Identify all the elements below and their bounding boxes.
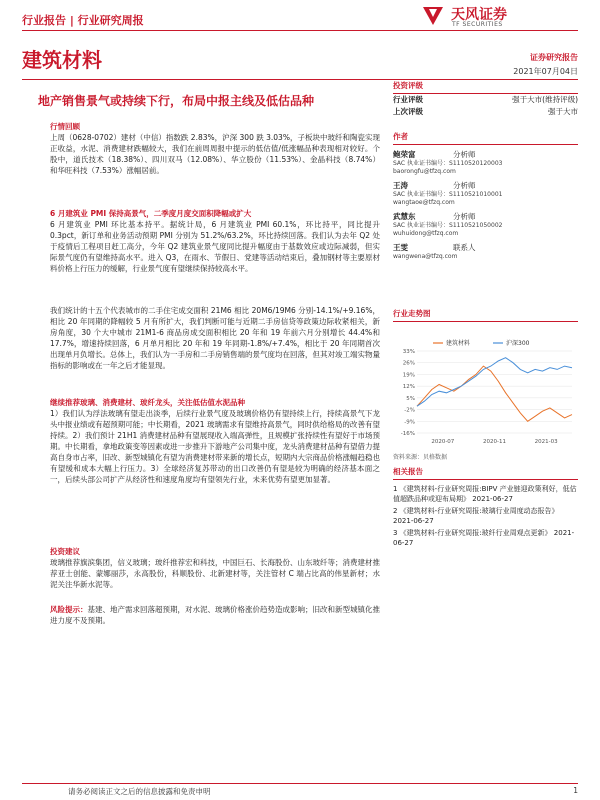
author-role: 分析师 [453,181,476,190]
rating-title: 投资评级 [393,80,578,94]
author-email[interactable]: wuhuidong@tfzq.com [393,230,459,237]
report-type: 证券研究报告 [530,53,578,62]
authors-title: 作者 [393,131,578,145]
section-paragraph: 6 月建筑业 PMI 环比基本持平。据统计局，6 月建筑业 PMI 60.1%，环比持平，同比提升 0.3pct，新订单和业务活动预期 PMI 分别为 51.2%/63.2%，环比持续回落。我们认为去年 Q2 处于疫情后工程项目赶工高分，今年 Q2 建筑业景气度同比提升幅度由于基数效应或边际减弱，但实际景气度仍有望维持高水平。进入 Q3，在雨水、节假日、党建等活动结束后，叠加钢材等主要原材料价格上行压力的缓解，行业景气度有望继续保持较高水平。 [50,220,380,273]
section-pmi [50,208,380,274]
author-entry [393,181,578,207]
y-tick-label: -9% [404,419,415,426]
rating-row [393,106,578,118]
section-paragraph: 我们统计的十五个代表城市的二手住宅成交面积 21M6 相比 20M6/19M6 分别-14.1%/+9.16%，相比 20 年同期的降幅较 5 月有所扩大，我们判断可能与近期二手房信贷等政策边际收紧相关，新房角度，30 个大中城市 21M1-6 商品房成交面积相比 20 年和 19 年前六月分别增长 44.4%和 17.7%，增速持续回落，6 月单月相比 20 年和 19 年同期-1.8%/+7.4%，相比于 20 年同期首次出现单月负增长。总体上，我们认为一手房和二手房销售端的景气度均在回落，但其对竣工端实物量指标的影响或在一年之后才能显现。 [50,306,380,370]
author-role: 分析师 [453,150,476,159]
author-entry [393,243,578,261]
rating-row [393,94,578,106]
trend-title: 行业走势图 [393,308,578,322]
rating-key: 上次评级 [393,107,423,116]
y-tick-label: 5% [406,395,415,402]
section-housing [50,305,380,371]
author-email[interactable]: baorongfu@tfzq.com [393,168,456,175]
related-report[interactable]: 1 《建筑材料-行业研究周报:BIPV 产业链迎政策利好，低估值超跌品种或迎布局期》 2021-06-27 [393,485,577,503]
section-paragraph: 上周（0628-0702）建材（中信）指数跌 2.83%，沪深 300 跌 3.03%，子板块中玻纤和陶瓷实现正收益，水泥、消费建材跌幅较大，我们在前周周报中提示的低估值/低涨幅品种表现相对较好。个股中，道氏技术（18.38%）、四川双马（12.08%）、华立股份（11.53%）、金晶科技（8.74%）和华旺科技（7.53%）涨幅居前。 [50,133,380,175]
section-paragraph: 1）我们认为浮法玻璃有望走出淡季，后续行业景气度及玻璃价格仍有望持续上行，持续高景气下龙头中报业绩或有超预期可能；中长期看，2021 玻璃需求有望维持高景气，同时供给格局的改善有望持续。2）我们预计 21H1 消费建材品种有望展现收入端高弹性，且规模扩张持续性有望好于市场预期。中长期看，拿地政策变等因素或进一步推升下游地产公司集中度，龙头消费建材品种有望借力提高自身市占率，旧改、新型城镇化有望为消费建材带来新的增长点，短期内大宗商品价格涨幅趋稳也有望缓和成本大幅上行压力。3）全球经济复苏带动的出口改善仍有望是较为明确的经济基本面之一，后续头部公司扩产从经济性和速度角度均有望领先行业，未来优势有望更加显著。 [50,409,380,484]
section-heading: 继续推荐玻璃、消费建材、玻纤龙头，关注低估值水泥品种 [50,398,245,407]
y-tick-label: -2% [404,407,415,414]
rating-box [393,80,578,118]
header-divider [22,30,578,31]
related-title: 相关报告 [393,466,578,480]
author-role: 联系人 [453,243,476,252]
author-email[interactable]: wangtaoe@tfzq.com [393,199,455,206]
section-paragraph: 玻璃推荐旗滨集团，信义玻璃；玻纤推荐宏和科技，中国巨石、长海股份、山东玻纤等；消费建材推荐亚士创能、蒙娜丽莎，永高股份，科顺股份、北新建材等，关注管材 C 端占比高的伟星新材；水泥关注华新水泥等。 [50,558,380,589]
trend-box [393,308,578,322]
section-invest [50,546,380,590]
logo-name-cn: 天风证券 [451,7,507,23]
author-name: 鲍荣富 [393,150,416,159]
author-license: SAC 执业证书编号：S1110520120003 [393,160,503,167]
risk-label: 风险提示： [50,605,88,614]
section-heading: 6 月建筑业 PMI 保持高景气，二季度月度交面积降幅或扩大 [50,209,252,218]
legend-label: 沪深300 [506,340,530,347]
authors-box [393,131,578,261]
section-market-review [50,121,380,176]
author-name: 王雯 [393,243,408,252]
y-tick-label: 19% [402,372,415,379]
series-line [417,358,572,407]
legend-label: 建筑材料 [446,340,471,347]
rating-value: 强于大市 [548,107,578,116]
section-recommend [50,397,380,485]
chart-source: 资料来源：贝格数据 [393,454,448,461]
risk-notice [50,604,380,626]
y-tick-label: 33% [402,349,415,355]
trend-chart-svg [393,337,578,447]
section-heading: 投资建议 [50,547,80,556]
author-role: 分析师 [453,212,476,221]
footer-divider [22,783,578,784]
trend-chart [393,337,578,447]
rating-value: 强于大市(维持评级) [512,95,578,104]
page-number: 1 [573,786,578,795]
author-license: SAC 执业证书编号：S1110521010001 [393,191,503,198]
related-report[interactable]: 2 《建筑材料-行业研究周报:玻璃行业周度动态报告》 2021-06-27 [393,507,559,525]
tf-logo-icon [421,5,445,27]
author-name: 武慧东 [393,212,416,221]
report-date: 2021年07月04日 [513,67,578,76]
author-entry [393,150,578,176]
related-box [393,466,578,550]
section-heading: 行情回顾 [50,122,80,131]
company-logo [421,4,581,30]
y-tick-label: -16% [400,431,415,437]
logo-name-en: TF SECURITIES [452,21,503,28]
x-tick-label: 2021-03 [534,439,558,445]
risk-text: 基建、地产需求回落超预期，对水泥、玻璃价格涨价趋势造成影响；旧改和新型城镇化推进力度不及预期。 [50,605,380,625]
author-name: 王涛 [393,181,408,190]
author-email[interactable]: wangwena@tfzq.com [393,253,458,260]
x-tick-label: 2020-11 [483,439,506,445]
y-tick-label: 26% [402,360,415,367]
related-report[interactable]: 3 《建筑材料-行业研究周报:玻纤行业周观点更新》 2021-06-27 [393,529,575,547]
y-tick-label: 12% [402,384,415,391]
x-tick-label: 2020-07 [431,439,455,445]
author-entry [393,212,578,238]
related-list [393,484,578,548]
report-title: 地产销售景气或持续下行，布局中报主线及低估品种 [38,94,315,108]
report-category: 行业报告 | 行业研究周报 [22,14,144,27]
author-license: SAC 执业证书编号：S1110521050002 [393,222,503,229]
footer-disclaimer: 请务必阅读正文之后的信息披露和免责申明 [68,787,211,796]
industry-name: 建筑材料 [22,48,102,72]
rating-key: 行业评级 [393,95,423,104]
